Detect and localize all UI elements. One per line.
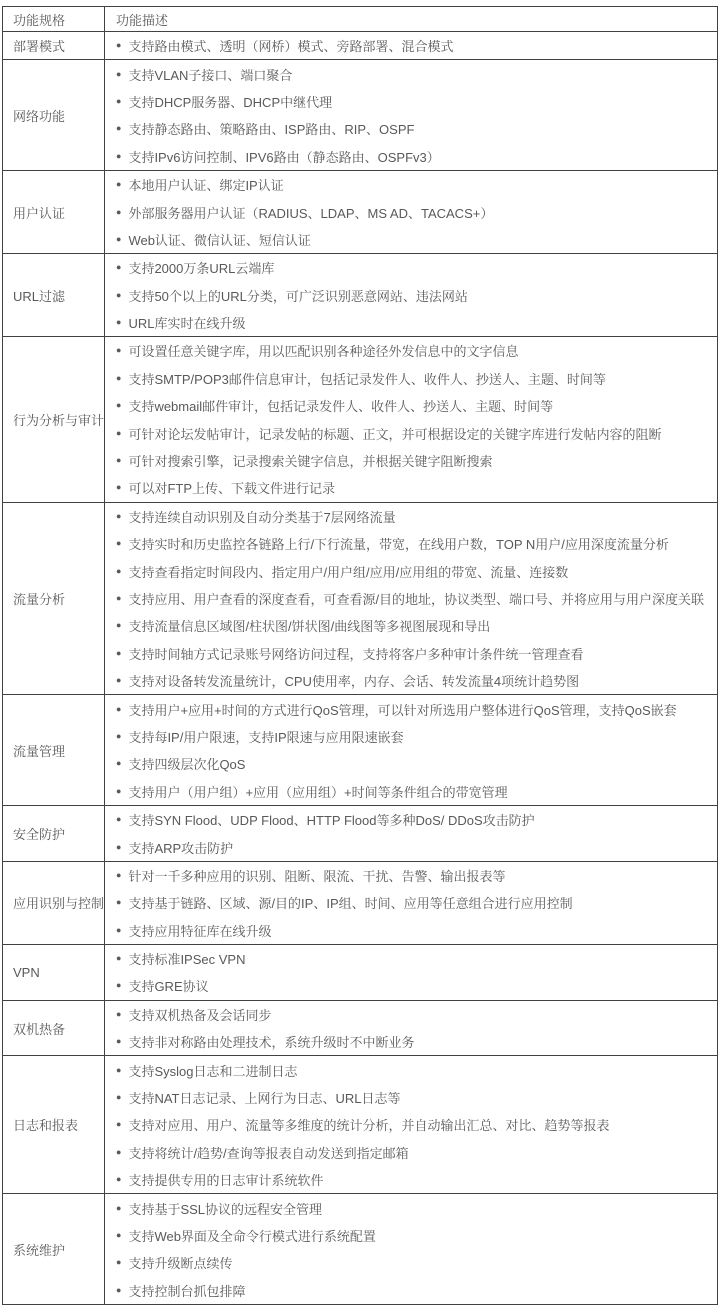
feature-text: 支持ARP攻击防护 — [128, 840, 234, 856]
feature-item — [105, 1166, 717, 1193]
category-cell: URL过滤 — [3, 254, 105, 337]
feature-item — [105, 254, 717, 281]
bullet-icon: ● — [116, 924, 122, 935]
description-cell — [105, 170, 718, 253]
bullet-icon: ● — [116, 510, 122, 521]
feature-text: 支持双机热备及会话同步 — [128, 1007, 272, 1023]
table-row — [3, 695, 718, 806]
bullet-icon: ● — [116, 95, 122, 106]
bullet-icon: ● — [116, 675, 122, 686]
bullet-icon: ● — [116, 897, 122, 908]
feature-text: 支持升级断点续传 — [128, 1256, 233, 1272]
feature-item — [105, 667, 717, 694]
feature-text: 支持每IP/用户限速，支持IP限速与应用限速嵌套 — [128, 729, 404, 745]
feature-item — [105, 833, 717, 860]
feature-list — [105, 171, 717, 253]
description-cell — [105, 1000, 718, 1056]
feature-item — [105, 392, 717, 419]
bullet-icon: ● — [116, 206, 122, 217]
feature-text: 支持50个以上的URL分类，可广泛识别恶意网站、违法网站 — [128, 288, 468, 304]
bullet-icon: ● — [116, 1284, 122, 1295]
bullet-icon: ● — [116, 262, 122, 273]
spec-table-header — [3, 7, 718, 32]
feature-text: 支持SYN Flood、UDP Flood、HTTP Flood等多种DoS/ DDoS攻击防护 — [128, 813, 535, 829]
bullet-icon: ● — [116, 372, 122, 383]
bullet-icon: ● — [116, 814, 122, 825]
feature-text: 本地用户认证、绑定IP认证 — [128, 178, 284, 194]
feature-item — [105, 1028, 717, 1055]
category-cell: VPN — [3, 944, 105, 1000]
feature-item — [105, 171, 717, 198]
bullet-icon: ● — [116, 123, 122, 134]
bullet-icon: ● — [116, 758, 122, 769]
bullet-icon: ● — [116, 980, 122, 991]
feature-item — [105, 640, 717, 667]
feature-text: 支持控制台抓包排障 — [128, 1283, 246, 1299]
feature-item — [105, 32, 717, 59]
feature-list — [105, 945, 717, 1000]
feature-text: 支持GRE协议 — [128, 979, 209, 995]
table-row — [3, 502, 718, 695]
category-cell: 应用识别与控制 — [3, 861, 105, 944]
feature-item — [105, 778, 717, 805]
bullet-icon: ● — [116, 68, 122, 79]
feature-item — [105, 806, 717, 833]
category-cell: 用户认证 — [3, 170, 105, 253]
feature-item — [105, 1139, 717, 1166]
feature-item — [105, 419, 717, 446]
feature-text: 针对一千多种应用的识别、阻断、限流、干扰、告警、输出报表等 — [128, 868, 506, 884]
feature-item — [105, 585, 717, 612]
bullet-icon: ● — [116, 1229, 122, 1240]
feature-item — [105, 1249, 717, 1276]
feature-item — [105, 750, 717, 777]
column-header-feature-spec: 功能规格 — [3, 7, 105, 32]
description-cell — [105, 32, 718, 60]
bullet-icon: ● — [116, 620, 122, 631]
feature-list — [105, 254, 717, 336]
feature-list — [105, 806, 717, 861]
feature-text: 支持查看指定时间段内、指定用户/用户组/应用/应用组的带宽、流量、连接数 — [128, 564, 569, 580]
description-cell — [105, 805, 718, 861]
feature-list — [105, 1194, 717, 1304]
bullet-icon: ● — [116, 482, 122, 493]
feature-text: 支持SMTP/POP3邮件信息审计，包括记录发件人、收件人、抄送人、主题、时间等 — [128, 371, 606, 387]
feature-item — [105, 1001, 717, 1028]
table-row — [3, 1056, 718, 1194]
bullet-icon: ● — [116, 1119, 122, 1130]
feature-item — [105, 60, 717, 87]
feature-text: 支持连续自动识别及自动分类基于7层网络流量 — [128, 509, 396, 525]
table-row — [3, 170, 718, 253]
feature-item — [105, 365, 717, 392]
feature-item — [105, 447, 717, 474]
feature-item — [105, 695, 717, 722]
feature-item — [105, 862, 717, 889]
feature-text: 支持用户+应用+时间的方式进行QoS管理，可以针对所选用户整体进行QoS管理，支持QoS嵌套 — [128, 702, 677, 718]
feature-text: Web认证、微信认证、短信认证 — [128, 232, 311, 248]
feature-text: 支持标准IPSec VPN — [128, 952, 246, 968]
feature-item — [105, 474, 717, 501]
description-cell — [105, 1056, 718, 1194]
table-row — [3, 805, 718, 861]
feature-text: 支持时间轴方式记录账号网络访问过程，支持将客户多种审计条件统一管理查看 — [128, 646, 584, 662]
table-row — [3, 944, 718, 1000]
description-cell — [105, 60, 718, 171]
feature-text: 支持实时和历史监控各链路上行/下行流量，带宽，在线用户数，TOP N用户/应用深度流量分析 — [128, 537, 669, 553]
description-cell — [105, 1194, 718, 1305]
category-cell: 日志和报表 — [3, 1056, 105, 1194]
column-header-feature-description: 功能描述 — [105, 7, 718, 32]
bullet-icon: ● — [116, 1202, 122, 1213]
feature-text: 支持2000万条URL云端库 — [128, 261, 275, 277]
feature-item — [105, 917, 717, 944]
bullet-icon: ● — [116, 400, 122, 411]
bullet-icon: ● — [116, 179, 122, 190]
feature-item — [105, 309, 717, 336]
feature-text: 可设置任意关键字库，用以匹配识别各种途径外发信息中的文字信息 — [128, 344, 519, 360]
feature-text: 支持用户（用户组）+应用（应用组）+时间等条件组合的带宽管理 — [128, 784, 508, 800]
feature-text: 支持非对称路由处理技术，系统升级时不中断业务 — [128, 1035, 415, 1051]
header-row — [3, 7, 718, 32]
table-row — [3, 337, 718, 502]
feature-list — [105, 32, 717, 59]
feature-list — [105, 503, 717, 695]
feature-item — [105, 945, 717, 972]
table-row — [3, 254, 718, 337]
category-cell: 双机热备 — [3, 1000, 105, 1056]
feature-text: 可针对论坛发帖审计，记录发帖的标题、正文，并可根据设定的关键字库进行发帖内容的阻断 — [128, 426, 662, 442]
feature-text: 支持流量信息区域图/柱状图/饼状图/曲线图等多视图展现和导出 — [128, 619, 491, 635]
bullet-icon: ● — [116, 953, 122, 964]
description-cell — [105, 337, 718, 502]
feature-text: 支持对设备转发流量统计，CPU使用率，内存、会话、转发流量4项统计趋势图 — [128, 674, 580, 690]
bullet-icon: ● — [116, 289, 122, 300]
table-row — [3, 861, 718, 944]
bullet-icon: ● — [116, 565, 122, 576]
bullet-icon: ● — [116, 593, 122, 603]
feature-text: 支持Web界面及全命令行模式进行系统配置 — [128, 1228, 376, 1244]
feature-text: URL库实时在线升级 — [128, 316, 246, 332]
feature-item — [105, 198, 717, 225]
category-cell: 行为分析与审计 — [3, 337, 105, 502]
feature-text: 支持基于SSL协议的远程安全管理 — [128, 1201, 323, 1217]
bullet-icon: ● — [116, 1146, 122, 1157]
feature-item — [105, 282, 717, 309]
feature-text: 支持将统计/趋势/查询等报表自动发送到指定邮箱 — [128, 1145, 409, 1161]
bullet-icon: ● — [116, 455, 122, 466]
bullet-icon: ● — [116, 1092, 122, 1103]
feature-text: 可针对搜索引擎，记录搜索关键字信息，并根据关键字阻断搜索 — [128, 454, 493, 470]
feature-item — [105, 530, 717, 557]
feature-item — [105, 226, 717, 253]
feature-item — [105, 723, 717, 750]
feature-text: 可以对FTP上传、下载文件进行记录 — [128, 481, 335, 497]
feature-item — [105, 557, 717, 584]
description-cell — [105, 944, 718, 1000]
spec-table — [2, 6, 718, 1305]
feature-item — [105, 1056, 717, 1083]
feature-item — [105, 972, 717, 999]
feature-item — [105, 337, 717, 364]
feature-item — [105, 1111, 717, 1138]
table-row — [3, 1194, 718, 1305]
feature-text: 支持静态路由、策略路由、ISP路由、RIP、OSPF — [128, 122, 415, 138]
bullet-icon: ● — [116, 317, 122, 328]
feature-item — [105, 88, 717, 115]
feature-item — [105, 1222, 717, 1249]
category-cell: 部署模式 — [3, 32, 105, 60]
feature-text: 支持路由模式、透明（网桥）模式、旁路部署、混合模式 — [128, 39, 454, 55]
bullet-icon: ● — [116, 427, 122, 438]
feature-list — [105, 862, 717, 944]
feature-item — [105, 1194, 717, 1221]
feature-text: 支持IPv6访问控制、IPV6路由（静态路由、OSPFv3） — [128, 149, 440, 165]
feature-text: 支持Syslog日志和二进制日志 — [128, 1063, 298, 1079]
feature-text: 支持提供专用的日志审计系统软件 — [128, 1173, 324, 1189]
feature-text: 支持webmail邮件审计，包括记录发件人、收件人、抄送人、主题、时间等 — [128, 399, 554, 415]
description-cell — [105, 695, 718, 806]
bullet-icon: ● — [116, 647, 122, 658]
bullet-icon: ● — [116, 1036, 122, 1047]
feature-text: 支持VLAN子接口、端口聚合 — [128, 67, 293, 83]
description-cell — [105, 502, 718, 695]
feature-list — [105, 1056, 717, 1193]
bullet-icon: ● — [116, 1174, 122, 1185]
bullet-icon: ● — [116, 869, 122, 880]
bullet-icon: ● — [116, 1064, 122, 1075]
feature-text: 外部服务器用户认证（RADIUS、LDAP、MS AD、TACACS+） — [128, 205, 494, 221]
feature-list — [105, 60, 717, 170]
bullet-icon: ● — [116, 703, 122, 714]
feature-list — [105, 337, 717, 501]
bullet-icon: ● — [116, 1257, 122, 1268]
category-cell: 网络功能 — [3, 60, 105, 171]
feature-text: 支持对应用、用户、流量等多维度的统计分析，并自动输出汇总、对比、趋势等报表 — [128, 1118, 610, 1134]
bullet-icon: ● — [116, 150, 122, 161]
bullet-icon: ● — [116, 730, 122, 741]
feature-text: 支持应用、用户查看的深度查看，可查看源/目的地址，协议类型、端口号、并将应用与用户深度关联 — [128, 592, 705, 607]
feature-item — [105, 503, 717, 530]
description-cell — [105, 861, 718, 944]
bullet-icon: ● — [116, 1008, 122, 1019]
category-cell: 流量分析 — [3, 502, 105, 695]
feature-text: 支持DHCP服务器、DHCP中继代理 — [128, 94, 333, 110]
description-cell — [105, 254, 718, 337]
feature-text: 支持四级层次化QoS — [128, 757, 246, 773]
feature-text: 支持基于链路、区域、源/目的IP、IP组、时间、应用等任意组合进行应用控制 — [128, 896, 573, 912]
table-row — [3, 1000, 718, 1056]
bullet-icon: ● — [116, 538, 122, 549]
feature-list — [105, 695, 717, 805]
bullet-icon: ● — [116, 233, 122, 244]
feature-list — [105, 1001, 717, 1056]
bullet-icon: ● — [116, 785, 122, 796]
table-row — [3, 32, 718, 60]
spec-table-body — [3, 32, 718, 1305]
bullet-icon: ● — [116, 345, 122, 356]
category-cell: 安全防护 — [3, 805, 105, 861]
category-cell: 系统维护 — [3, 1194, 105, 1305]
bullet-icon: ● — [116, 40, 122, 51]
feature-text: 支持应用特征库在线升级 — [128, 923, 272, 939]
table-row — [3, 60, 718, 171]
feature-item — [105, 889, 717, 916]
feature-item — [105, 612, 717, 639]
feature-item — [105, 115, 717, 142]
feature-text: 支持NAT日志记录、上网行为日志、URL日志等 — [128, 1091, 401, 1107]
feature-item — [105, 143, 717, 170]
feature-item — [105, 1084, 717, 1111]
bullet-icon: ● — [116, 841, 122, 852]
category-cell: 流量管理 — [3, 695, 105, 806]
